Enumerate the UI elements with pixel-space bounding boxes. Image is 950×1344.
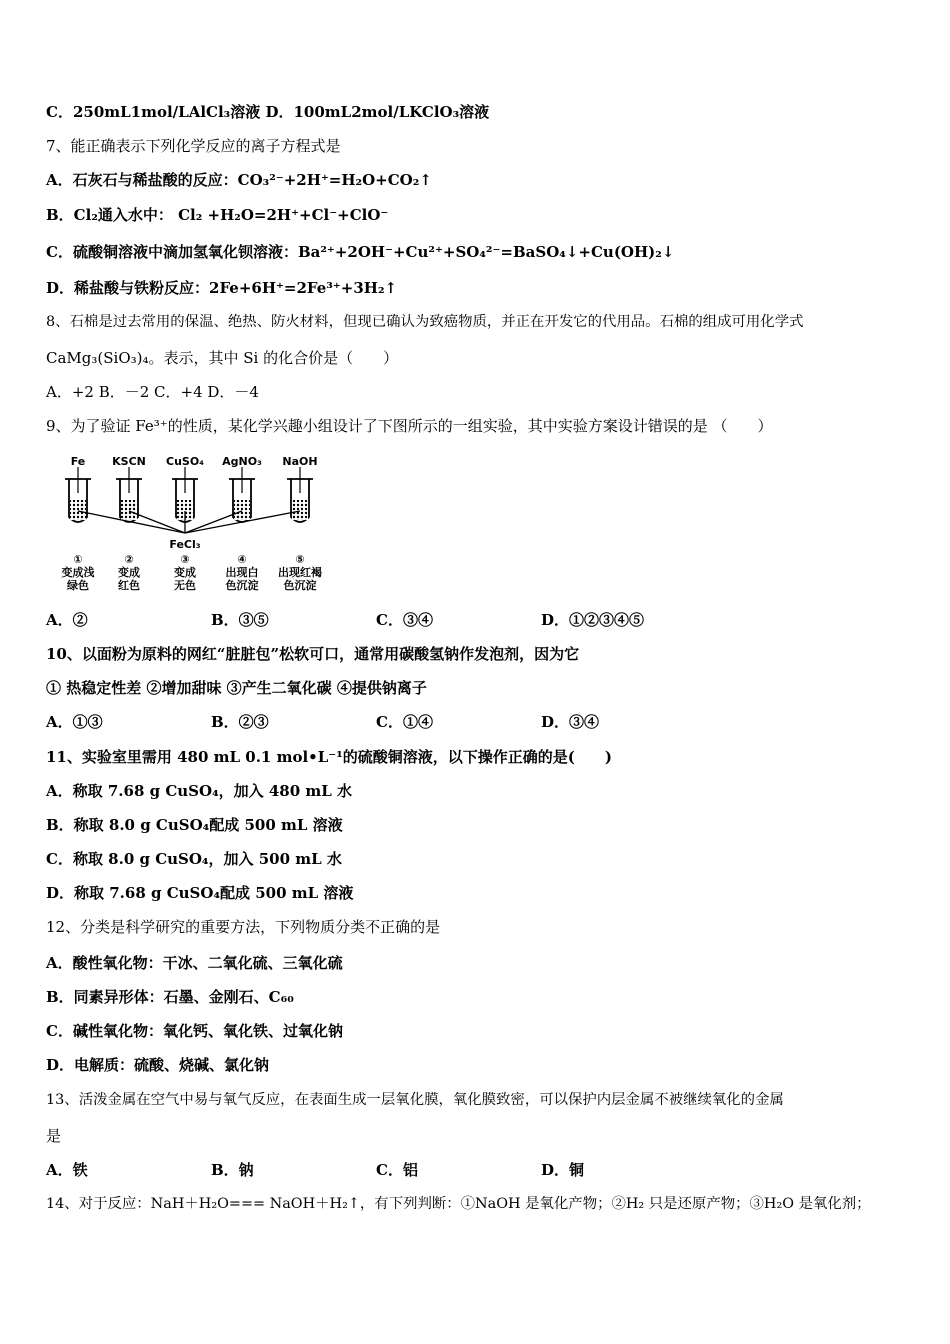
tube-number-1: ① [73,553,83,566]
tube-number-2: ② [124,553,134,566]
q10-stem: 10、以面粉为原料的网红“脏脏包”松软可口，通常用碳酸氢钠作发泡剂，因为它 [46,645,580,663]
reagent-label-4: AgNO₃ [222,455,262,468]
q12-option-c: C．碱性氧化物：氧化钙、氧化铁、过氧化钠 [46,1022,343,1040]
observation-line2-5: 色沉淀 [283,579,317,592]
observation-line1-4: 出现白 [225,566,259,579]
q13-options [46,1160,584,1180]
q12-stem: 12、分类是科学研究的重要方法，下列物质分类不正确的是 [46,918,441,936]
q7-option-d: D．稀盐酸与铁粉反应：2Fe+6H⁺=2Fe³⁺+3H₂↑ [46,279,398,297]
q7-option-c: C．硫酸铜溶液中滴加氢氧化钡溶液：Ba²⁺+2OH⁻+Cu²⁺+SO₄²⁻=BaSO₄↓+Cu(OH)₂↓ [46,243,675,261]
test-tube-2 [116,467,142,522]
q11-option-c: C．称取 8.0 g CuSO₄，加入 500 mL 水 [46,850,342,868]
observation-line2-1: 绿色 [67,579,89,592]
q10-options [46,712,599,732]
tube-number-4: ④ [237,553,247,566]
q10-option-a: A．①③ [46,713,103,731]
q13-option-b: B．钠 [211,1161,254,1179]
q12-option-a: A．酸性氧化物：干冰、二氧化硫、三氧化硫 [46,954,343,972]
q10-option-b: B．②③ [211,713,269,731]
observation-line2-3: 无色 [174,579,196,592]
q14-stem: 14、对于反应：NaH＋H₂O=== NaOH＋H₂↑，有下列判断：①NaOH 是氧化产物；②H₂ 只是还原产物；③H₂O 是氧化剂； [46,1196,871,1212]
observation-line1-2: 变成 [118,566,140,579]
q12-option-d: D．电解质：硫酸、烧碱、氯化钠 [46,1056,270,1074]
q11-option-b: B．称取 8.0 g CuSO₄配成 500 mL 溶液 [46,816,343,834]
q9-option-c: C．③④ [376,611,433,629]
observation-line2-2: 红色 [118,579,140,592]
q9-option-b: B．③⑤ [211,611,269,629]
q8-stem-2: CaMg₃(SiO₃)₄。表示，其中 Si 的化合价是（ ） [46,349,399,367]
q13-stem: 13、活泼金属在空气中易与氧气反应，在表面生成一层氧化膜，氧化膜致密，可以保护内层金属不被继续氧化的金属 [46,1092,784,1108]
reagent-label-3: CuSO₄ [166,455,204,468]
q6-options-cd: C．250mL1mol/LAlCl₃溶液 D．100mL2mol/LKClO₃溶液 [46,103,490,121]
q12-option-b: B．同素异形体：石墨、金刚石、C₆₀ [46,988,294,1006]
observation-line1-1: 变成浅 [61,566,95,579]
tube-number-5: ⑤ [295,553,305,566]
reagent-label-5: NaOH [282,455,318,468]
q9-option-a: A．② [46,611,88,629]
observation-line1-5: 出现红褐 [278,566,322,579]
q13-option-a: A．铁 [46,1161,88,1179]
q13-option-d: D．铜 [541,1161,585,1179]
q11-option-a: A．称取 7.68 g CuSO₄，加入 480 mL 水 [46,782,353,800]
q8-stem: 8、石棉是过去常用的保温、绝热、防火材料，但现已确认为致癌物质，并正在开发它的代用品。石棉的组成可用化学式 [46,314,804,330]
q7-option-a: A．石灰石与稀盐酸的反应：CO₃²⁻+2H⁺=H₂O+CO₂↑ [46,171,432,189]
q10-option-c: C．①④ [376,713,433,731]
experiment-figure [52,455,352,600]
q11-option-d: D．称取 7.68 g CuSO₄配成 500 mL 溶液 [46,884,354,902]
q9-stem: 9、为了验证 Fe³⁺的性质，某化学兴趣小组设计了下图所示的一组实验，其中实验方案设计错误的是 （ ） [46,417,773,435]
q8-options: A．+2 B．－2 C．+4 D．－4 [46,383,259,401]
test-tubes [65,467,313,522]
test-tube-1 [65,467,91,522]
reagent-label-1: Fe [70,455,86,468]
q10-option-d: D．③④ [541,713,600,731]
q13-stem-2: 是 [46,1127,62,1145]
reagent-label-2: KSCN [112,455,146,468]
tube-number-3: ③ [180,553,190,566]
test-tube-4 [229,467,255,522]
q7-option-b: B．Cl₂通入水中： Cl₂ +H₂O=2H⁺+Cl⁻+ClO⁻ [46,206,389,224]
q9-options [46,610,644,630]
q7-stem: 7、能正确表示下列化学反应的离子方程式是 [46,137,341,155]
q13-option-c: C．铝 [376,1161,418,1179]
q9-option-d: D．①②③④⑤ [541,611,645,629]
observation-line1-3: 变成 [174,566,196,579]
fecl3-label: FeCl₃ [169,538,201,551]
test-tube-5 [287,467,313,522]
observation-line2-4: 色沉淀 [225,579,259,592]
q11-stem: 11、实验室里需用 480 mL 0.1 mol•L⁻¹的硫酸铜溶液，以下操作正确的是( ) [46,748,612,766]
q10-statements: ① 热稳定性差 ②增加甜味 ③产生二氧化碳 ④提供钠离子 [46,679,427,697]
